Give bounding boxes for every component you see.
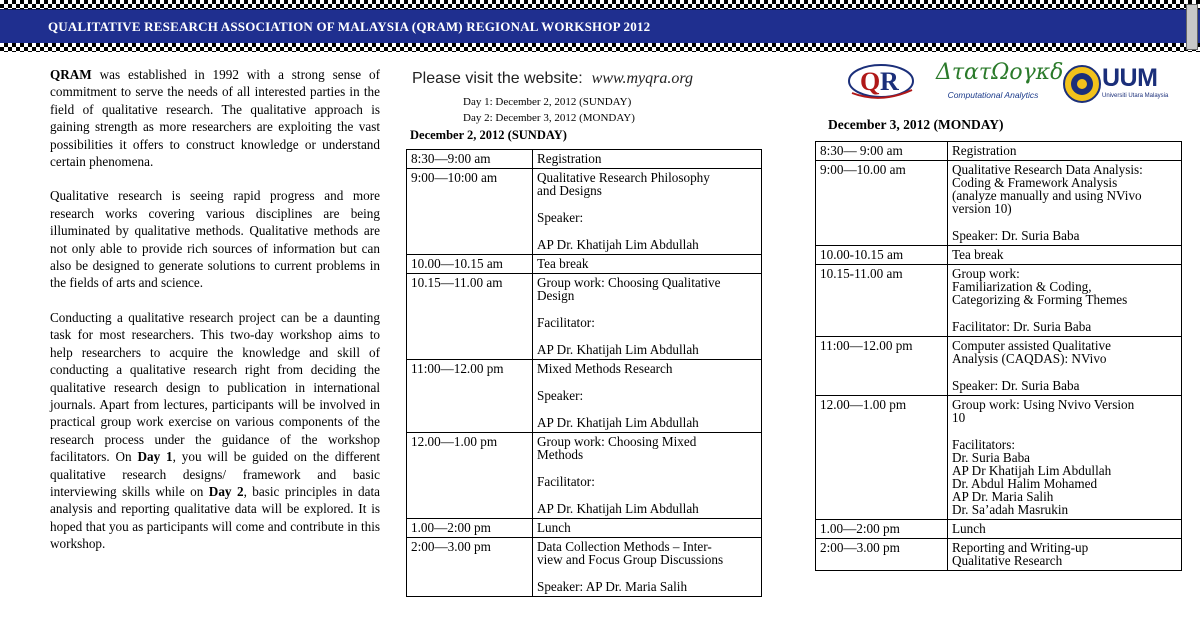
schedule-row — [407, 274, 762, 360]
time-cell: 8:30— 9:00 am — [816, 142, 948, 161]
day1-emph: Day 1 — [137, 449, 173, 465]
activity-cell — [948, 520, 1182, 539]
activity-cell — [533, 538, 762, 597]
svg-text:R: R — [880, 67, 899, 96]
time-cell: 11:00—12.00 pm — [816, 337, 948, 396]
activity-line: Dr. Sa’adah Masrukin — [952, 502, 1069, 517]
activity-cell — [948, 265, 1182, 337]
time-cell: 1.00—2:00 pm — [816, 520, 948, 539]
activity-line: AP Dr. Khatijah Lim Abdullah — [537, 415, 699, 430]
spacer — [537, 402, 757, 416]
activity-line: Speaker: Dr. Suria Baba — [952, 228, 1080, 243]
intro-text — [50, 66, 380, 570]
activity-cell — [948, 161, 1182, 246]
activity-line: Registration — [537, 151, 602, 166]
activity-line: Familiarization & Coding, — [952, 279, 1092, 294]
activity-line: Tea break — [537, 256, 589, 271]
time-cell: 12.00—1.00 pm — [407, 433, 533, 519]
activity-line: Analysis (CAQDAS): NVivo — [952, 351, 1107, 366]
time-cell: 9:00—10.00 am — [816, 161, 948, 246]
spacer — [952, 306, 1177, 320]
spacer — [952, 215, 1177, 229]
statwoykd-subtitle: Computational Analytics — [947, 90, 1039, 100]
statwoykd-wordmark: ΔτατΩογκδ — [936, 60, 1064, 85]
website-label: Please visit the website: — [412, 70, 583, 87]
activity-cell — [948, 246, 1182, 265]
activity-cell — [533, 360, 762, 433]
spacer — [537, 375, 757, 389]
schedule-row — [816, 246, 1182, 265]
intro-p3-text-b: , you will be guided on the different qualitative research designs/ framework and basic interviewing skills while on — [50, 449, 380, 499]
uum-subtitle: Universiti Utara Malaysia — [1102, 93, 1169, 99]
schedule-row — [816, 520, 1182, 539]
svg-text:Q: Q — [860, 67, 881, 96]
time-cell: 2:00—3.00 pm — [816, 539, 948, 571]
activity-line: AP Dr. Khatijah Lim Abdullah — [537, 237, 699, 252]
intro-paragraph-3 — [50, 309, 380, 553]
activity-line: AP Dr. Khatijah Lim Abdullah — [537, 501, 699, 516]
uum-seal-icon — [1062, 62, 1102, 106]
activity-line: Categorizing & Forming Themes — [952, 292, 1128, 307]
activity-line: Qualitative Research Data Analysis: — [952, 162, 1143, 177]
schedule2-heading: December 3, 2012 (MONDAY) — [828, 117, 1004, 132]
activity-line: Speaker: — [537, 388, 584, 403]
day1-date: Day 1: December 2, 2012 (SUNDAY) — [463, 96, 632, 108]
activity-cell — [533, 519, 762, 538]
spacer — [537, 329, 757, 343]
activity-line: Qualitative Research — [952, 553, 1063, 568]
activity-line: Qualitative Research Philosophy — [537, 170, 710, 185]
time-cell: 10.15-11.00 am — [816, 265, 948, 337]
activity-line: AP Dr Khatijah Lim Abdullah — [952, 463, 1112, 478]
statwoykd-logo — [936, 60, 1064, 106]
time-cell: 9:00—10:00 am — [407, 169, 533, 255]
time-cell: 10.00—10.15 am — [407, 255, 533, 274]
spacer — [537, 302, 757, 316]
schedule-row — [816, 265, 1182, 337]
activity-cell — [948, 337, 1182, 396]
activity-line: version 10) — [952, 201, 1012, 216]
spacer — [952, 424, 1177, 438]
intro-p3-text-a: Conducting a qualitative research project can be a daunting task for most researchers. This two-day workshop aims to help researchers to acquire the knowledge and skill of conducting a qualitative research right from deciding the qualitative research design to publication in international journals. Apart from lectures, participants will be involved in practical group work exercise on various components of the research process under the guidance of the workshop facilitators. On — [50, 309, 380, 465]
spacer — [537, 488, 757, 502]
time-cell: 12.00—1.00 pm — [816, 396, 948, 520]
checkered-border-top — [0, 0, 1200, 9]
activity-line: Reporting and Writing-up — [952, 540, 1089, 555]
activity-line: AP Dr. Maria Salih — [952, 489, 1054, 504]
schedule-row — [407, 433, 762, 519]
spacer — [952, 365, 1177, 379]
schedule-row — [816, 142, 1182, 161]
intro-paragraph-1 — [50, 66, 380, 170]
activity-line: Speaker: Dr. Suria Baba — [952, 378, 1080, 393]
activity-line: Tea break — [952, 247, 1004, 262]
activity-line: and Designs — [537, 183, 602, 198]
schedule-row — [407, 169, 762, 255]
activity-cell — [948, 396, 1182, 520]
activity-line: Group work: — [952, 266, 1020, 281]
org-name: QRAM — [50, 67, 92, 82]
activity-line: Group work: Using Nvivo Version — [952, 397, 1135, 412]
activity-line: Registration — [952, 143, 1017, 158]
activity-cell — [533, 255, 762, 274]
activity-line: Speaker: AP Dr. Maria Salih — [537, 579, 688, 594]
schedule-row — [816, 396, 1182, 520]
activity-line: Facilitator: — [537, 474, 595, 489]
activity-line: Dr. Abdul Halim Mohamed — [952, 476, 1098, 491]
activity-cell — [533, 433, 762, 519]
website-line — [412, 70, 693, 88]
activity-line: Facilitator: — [537, 315, 595, 330]
activity-line: Lunch — [537, 520, 571, 535]
activity-line: AP Dr. Khatijah Lim Abdullah — [537, 342, 699, 357]
uum-logo — [1062, 62, 1187, 108]
activity-line: view and Focus Group Discussions — [537, 552, 724, 567]
schedule-row — [407, 150, 762, 169]
activity-line: Dr. Suria Baba — [952, 450, 1031, 465]
schedule-row — [407, 519, 762, 538]
activity-line: Speaker: — [537, 210, 584, 225]
activity-line: Design — [537, 288, 575, 303]
time-cell: 1.00—2:00 pm — [407, 519, 533, 538]
activity-line: Coding & Framework Analysis — [952, 175, 1118, 190]
checkered-border-bottom — [0, 43, 1200, 52]
spacer — [537, 197, 757, 211]
banner-title: QUALITATIVE RESEARCH ASSOCIATION OF MALAYSIA (QRAM) REGIONAL WORKSHOP 2012 — [48, 19, 651, 34]
intro-p3-text-c: , basic principles in data analysis and reporting qualitative data will be explored. It is hoped that you as participants will come and contribute in this workshop. — [50, 483, 380, 552]
schedule1-heading: December 2, 2012 (SUNDAY) — [410, 128, 567, 142]
schedule-row — [816, 539, 1182, 571]
activity-line: Facilitators: — [952, 437, 1015, 452]
time-cell: 10.15—11.00 am — [407, 274, 533, 360]
schedule-row — [407, 255, 762, 274]
qram-logo — [846, 60, 916, 102]
schedule-table-day1 — [406, 149, 762, 597]
header-banner — [0, 9, 1200, 45]
website-link[interactable]: www.myqra.org — [591, 70, 693, 87]
time-cell: 11:00—12.00 pm — [407, 360, 533, 433]
time-cell: 10.00-10.15 am — [816, 246, 948, 265]
spacer — [537, 461, 757, 475]
activity-line: 10 — [952, 410, 966, 425]
time-cell: 2:00—3.00 pm — [407, 538, 533, 597]
intro-p1-text: was established in 1992 with a strong sense of commitment to serve the needs of all interested parties in the field of qualitative research. The qualitative approach is gaining strength as more researchers are exploiting the vast possibilities it offers to construct knowledge or understand certain phenomena. — [50, 67, 380, 170]
activity-line: Data Collection Methods – Inter- — [537, 539, 712, 554]
day2-date: Day 2: December 3, 2012 (MONDAY) — [463, 112, 635, 124]
activity-cell — [533, 150, 762, 169]
spacer — [537, 224, 757, 238]
activity-line: Methods — [537, 447, 584, 462]
activity-line: (analyze manually and using NVivo — [952, 188, 1142, 203]
activity-line: Group work: Choosing Qualitative — [537, 275, 721, 290]
schedule-table-day2 — [815, 141, 1182, 571]
schedule-row — [407, 538, 762, 597]
activity-cell — [948, 142, 1182, 161]
schedule-row — [816, 337, 1182, 396]
activity-cell — [533, 169, 762, 255]
page-fold-tab — [1186, 4, 1198, 50]
activity-line: Group work: Choosing Mixed — [537, 434, 697, 449]
activity-cell — [948, 539, 1182, 571]
schedule-row — [407, 360, 762, 433]
day2-emph: Day 2 — [208, 483, 244, 499]
activity-line: Lunch — [952, 521, 986, 536]
activity-line: Computer assisted Qualitative — [952, 338, 1111, 353]
intro-paragraph-2: Qualitative research is seeing rapid progress and more research works covering various disciplines are being illuminated by qualitative methods. Qualitative methods are not only able to provide rich sources of information but can also be designed to generate solutions to current problems in the fields of arts and science. — [50, 188, 380, 291]
schedule-row — [816, 161, 1182, 246]
spacer — [537, 566, 757, 580]
activity-cell — [533, 274, 762, 360]
activity-line: Facilitator: Dr. Suria Baba — [952, 319, 1092, 334]
activity-line: Mixed Methods Research — [537, 361, 673, 376]
uum-wordmark: UUM — [1102, 64, 1158, 92]
time-cell: 8:30—9:00 am — [407, 150, 533, 169]
